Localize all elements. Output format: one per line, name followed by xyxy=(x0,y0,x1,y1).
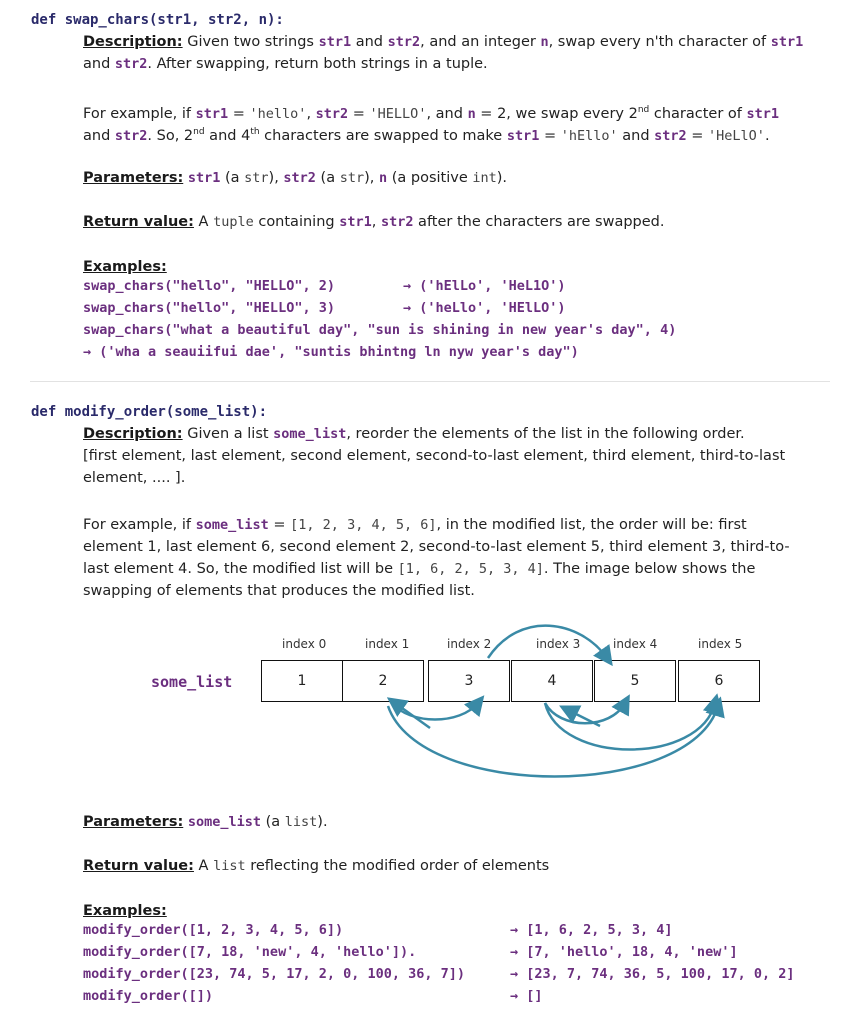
func2-example-4-result: → [] xyxy=(510,988,543,1004)
swap-arrows xyxy=(0,600,855,800)
func2-example-1-result: → [1, 6, 2, 5, 3, 4] xyxy=(510,922,673,938)
arrow-bottom-head-2 xyxy=(395,703,430,728)
list-cell-0: 1 xyxy=(261,660,343,702)
list-cell-3: 4 xyxy=(511,660,593,702)
func2-desc-line3: element, .... ]. xyxy=(83,470,186,486)
arrow-bottom-2-to-6 xyxy=(388,706,718,777)
func1-example-2: swap_chars("hello", "HELLO", 3) xyxy=(83,300,335,316)
func1-examples-label: Examples: xyxy=(83,259,167,275)
list-cell-1: 2 xyxy=(342,660,424,702)
func1-signature: def swap_chars(str1, str2, n): xyxy=(31,12,284,28)
func2-example-2: modify_order([7, 18, 'new', 4, 'hello']). xyxy=(83,944,417,960)
func1-desc-label: Description: xyxy=(83,34,183,50)
list-name-label: some_list xyxy=(151,673,233,691)
func2-desc-line2: [first element, last element, second element, second-to-last element, third element, third-to-last xyxy=(83,448,786,464)
func2-example-3: modify_order([23, 74, 5, 17, 2, 0, 100, 36, 7]) xyxy=(83,966,466,982)
section-divider xyxy=(30,381,830,382)
func1-example-line1: For example, if str1 = 'hello', str2 = 'HELLO', and n = 2, we swap every 2nd character of str1 xyxy=(83,105,780,122)
func1-params-label: Parameters: xyxy=(83,170,184,186)
func2-example-1: modify_order([1, 2, 3, 4, 5, 6]) xyxy=(83,922,344,938)
func1-return-value: Return value: A tuple containing str1, str2 after the characters are swapped. xyxy=(83,214,665,230)
func2-example-line3: last element 4. So, the modified list will be [1, 6, 2, 5, 3, 4]. The image below shows the xyxy=(83,561,756,577)
func1-example-1-result: → ('hElLo', 'HeL1O') xyxy=(403,278,566,294)
func1-desc-line2: and str2. After swapping, return both strings in a tuple. xyxy=(83,56,488,72)
list-cell-4: 5 xyxy=(594,660,676,702)
list-cell-2: 3 xyxy=(428,660,510,702)
func2-example-line4: swapping of elements that produces the modified list. xyxy=(83,583,475,599)
func2-example-line1: For example, if some_list = [1, 2, 3, 4, 5, 6], in the modified list, the order will be: first xyxy=(83,517,747,533)
func1-return-label: Return value: xyxy=(83,214,194,230)
arrow-bottom-4-to-5 xyxy=(545,703,625,723)
index-label-2: index 2 xyxy=(447,637,492,651)
func1-parameters: Parameters: str1 (a str), str2 (a str), n (a positive int). xyxy=(83,170,508,186)
func2-example-4: modify_order([]) xyxy=(83,988,214,1004)
func2-signature: def modify_order(some_list): xyxy=(31,404,268,420)
func2-example-2-result: → [7, 'hello', 18, 4, 'new'] xyxy=(510,944,738,960)
func1-example-line2: and str2. So, 2nd and 4th characters are swapped to make str1 = 'hEllo' and str2 = 'HeLlO'. xyxy=(83,127,770,144)
func1-example-3-result: → ('wha a seauiifui dae', "suntis bhintng ln nyw year's day") xyxy=(83,344,579,360)
arrow-top-2-to-4 xyxy=(488,626,607,658)
func1-desc-line1: Description: Given two strings str1 and str2, and an integer n, swap every n'th character of str1 xyxy=(83,34,804,50)
list-cell-5: 6 xyxy=(678,660,760,702)
func2-desc-line1: Description: Given a list some_list, reorder the elements of the list in the following order. xyxy=(83,426,745,442)
func1-example-3: swap_chars("what a beautiful day", "sun is shining in new year's day", 4) xyxy=(83,322,677,338)
func2-desc-label: Description: xyxy=(83,426,183,442)
func2-example-line2: element 1, last element 6, second element 2, second-to-last element 5, third element 3, third-to- xyxy=(83,539,790,555)
index-label-1: index 1 xyxy=(365,637,410,651)
func2-example-3-result: → [23, 7, 74, 36, 5, 100, 17, 0, 2] xyxy=(510,966,795,982)
func2-params-label: Parameters: xyxy=(83,814,184,830)
index-label-4: index 4 xyxy=(613,637,658,651)
func2-parameters: Parameters: some_list (a list). xyxy=(83,814,328,830)
index-label-3: index 3 xyxy=(536,637,581,651)
func2-return-value: Return value: A list reflecting the modified order of elements xyxy=(83,858,550,874)
func1-example-2-result: → ('heLlo', 'HElLO') xyxy=(403,300,566,316)
index-label-5: index 5 xyxy=(698,637,743,651)
func2-examples-label: Examples: xyxy=(83,903,167,919)
index-label-0: index 0 xyxy=(282,637,327,651)
func1-example-1: swap_chars("hello", "HELLO", 2) xyxy=(83,278,335,294)
func2-return-label: Return value: xyxy=(83,858,194,874)
